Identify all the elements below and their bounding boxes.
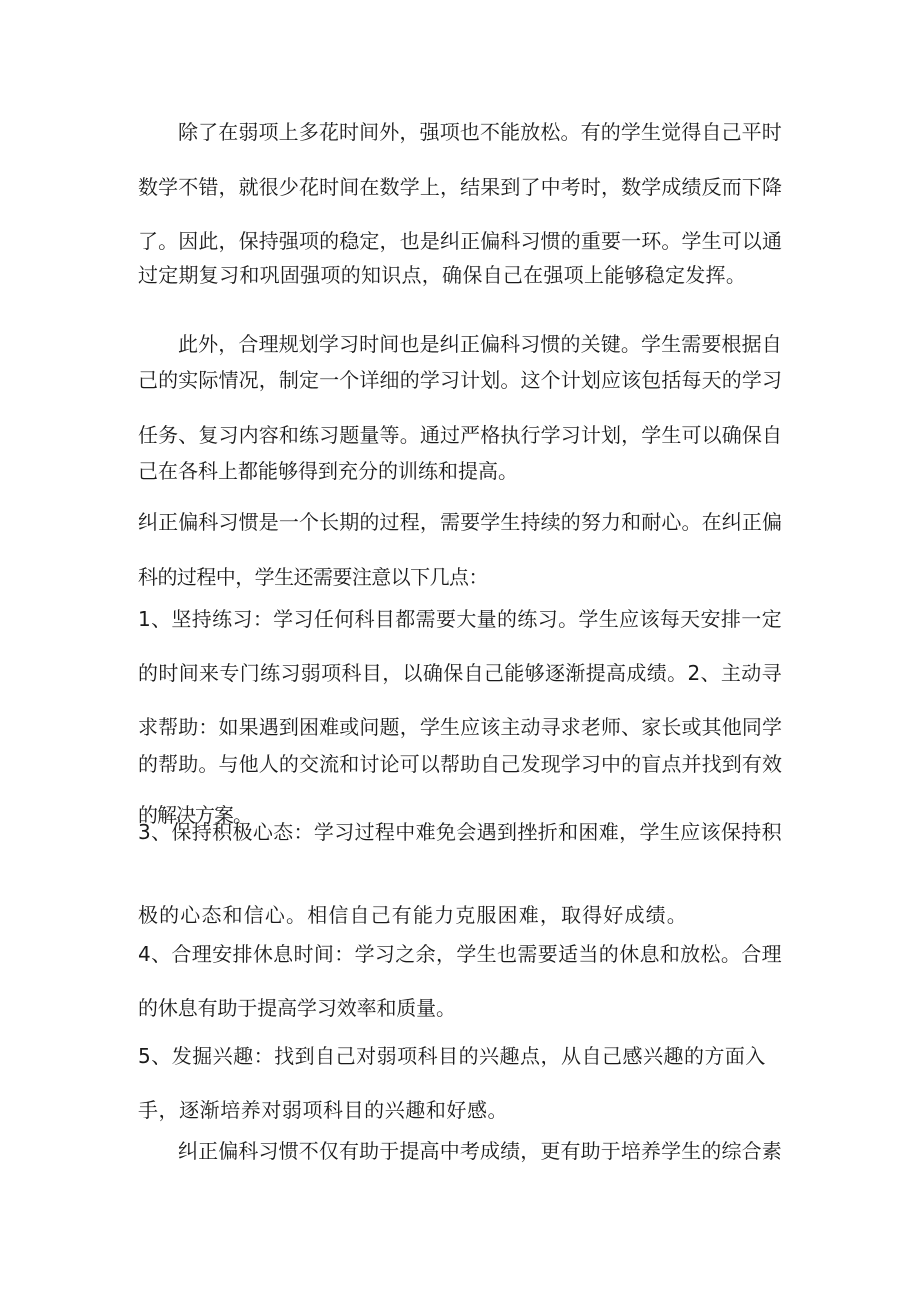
paragraph-line: 己在各科上都能够得到充分的训练和提高。 [138, 459, 518, 483]
list-item-line: 3、保持积极心态：学习过程中难免会遇到挫折和困难，学生应该保持积 [138, 820, 782, 844]
list-item-line: 的帮助。与他人的交流和讨论可以帮助自己发现学习中的盲点并找到有效 [138, 752, 783, 776]
list-item-line: 1、坚持练习：学习任何科目都需要大量的练习。学生应该每天安排一定 [138, 607, 782, 631]
list-item-line: 的休息有助于提高学习效率和质量。 [138, 996, 456, 1020]
paragraph-line: 数学不错，就很少花时间在数学上，结果到了中考时，数学成绩反而下降 [138, 175, 783, 199]
paragraph-line: 纠正偏科习惯是一个长期的过程，需要学生持续的努力和耐心。在纠正偏 [138, 510, 783, 534]
paragraph-line: 科的过程中，学生还需要注意以下几点： [138, 565, 488, 589]
list-item-line: 极的心态和信心。相信自己有能力克服困难，取得好成绩。 [138, 903, 688, 927]
list-item-line: 求帮助：如果遇到困难或问题，学生应该主动寻求老师、家长或其他同学 [138, 715, 783, 739]
paragraph-line: 了。因此，保持强项的稳定，也是纠正偏科习惯的重要一环。学生可以通 [138, 229, 783, 253]
paragraph-line: 过定期复习和巩固强项的知识点，确保自己在强项上能够稳定发挥。 [138, 263, 747, 287]
paragraph-line: 纠正偏科习惯不仅有助于提高中考成绩，更有助于培养学生的综合素 [178, 1139, 782, 1163]
list-item-line: 手，逐渐培养对弱项科目的兴趣和好感。 [138, 1098, 509, 1122]
list-item-line: 4、合理安排休息时间：学习之余，学生也需要适当的休息和放松。合理 [138, 942, 782, 966]
list-item-line: 的时间来专门练习弱项科目，以确保自己能够逐渐提高成绩。2、主动寻 [138, 661, 782, 685]
list-item-line: 5、发掘兴趣：找到自己对弱项科目的兴趣点，从自己感兴趣的方面入 [138, 1044, 766, 1068]
paragraph-line: 除了在弱项上多花时间外，强项也不能放松。有的学生觉得自己平时 [178, 120, 782, 144]
paragraph-line: 此外，合理规划学习时间也是纠正偏科习惯的关键。学生需要根据自 [178, 332, 782, 356]
paragraph-line: 己的实际情况，制定一个详细的学习计划。这个计划应该包括每天的学习 [138, 368, 783, 392]
list-item-line: 的解决方案。 [138, 803, 252, 827]
paragraph-line: 任务、复习内容和练习题量等。通过严格执行学习计划，学生可以确保自 [138, 423, 783, 447]
